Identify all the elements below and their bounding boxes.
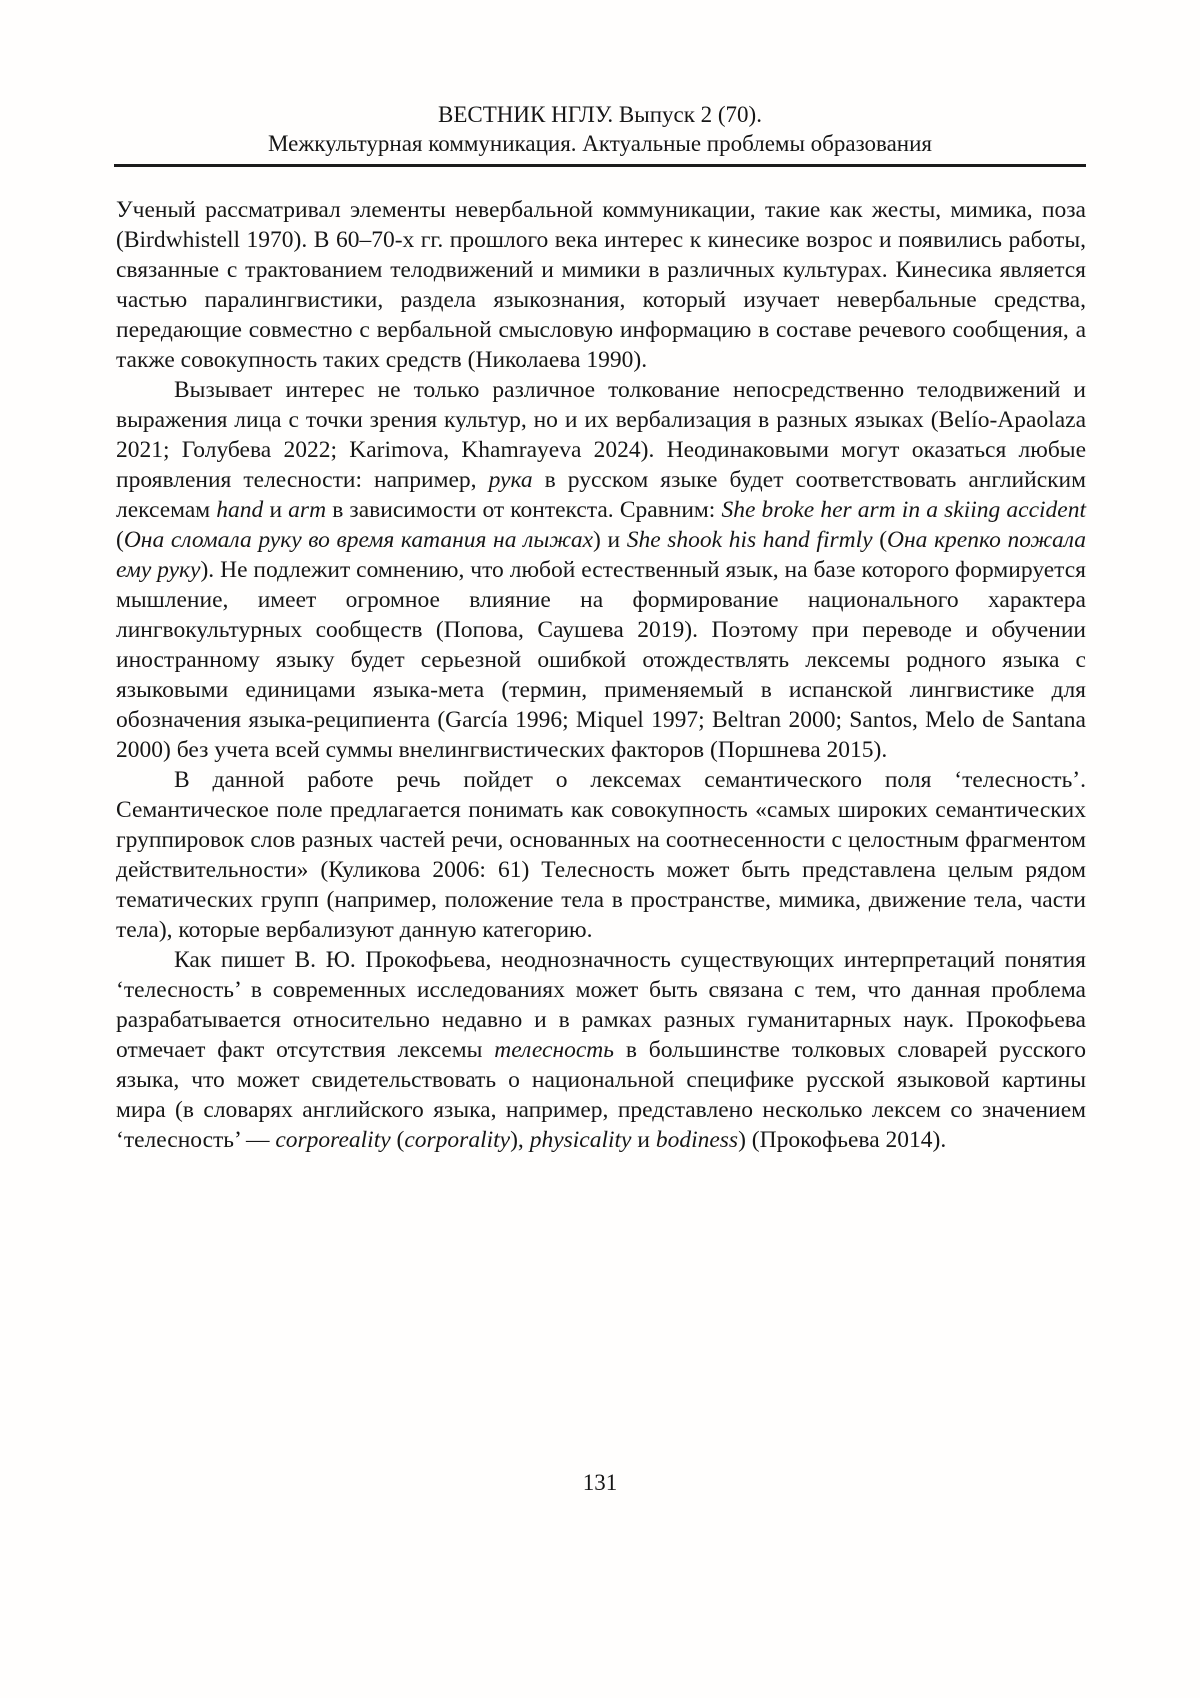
paragraph-3: В данной работе речь пойдет о лексемах семантического поля ‘телесность’. Семантическое поле предлагается понимать как совокупность «самых широких семантических группировок слов разных частей речи, основанных на соотнесенности с целостным фрагментом действительности» (Куликова 2006: 61) Телесность может быть представлена целым рядом тематических групп (например, положение тела в пространстве, мимика, движение тела, части тела), которые вербализуют данную категорию. [116, 767, 1086, 943]
header-rule [114, 164, 1086, 167]
article-body [116, 195, 1086, 1155]
paragraph-2: Вызывает интерес не только различное толкование непосредственно телодвижений и выражения лица с точки зрения культур, но и их вербализация в разных языках (Belío-Apaolaza 2021; Голубева 2022; Karimova, Khamrayeva 2024). Неодинаковыми могут оказаться любые проявления телесности: например, рука в русском языке будет соответствовать английским лексемам hand и arm в зависимости от контекста. Сравним: She broke her arm in a skiing accident (Она сломала руку во время катания на лыжах) и She shook his hand firmly (Она крепко пожала ему руку). Не подлежит сомнению, что любой естественный язык, на базе которого формируется мышление, имеет огромное влияние на формирование национального характера лингвокультурных сообществ (Попова, Саушева 2019). Поэтому при переводе и обучении иностранному языку будет серьезной ошибкой отождествлять лексемы родного языка с языковыми единицами языка-мета (термин, применяемый в испанской лингвистике для обозначения языка-реципиента (García 1996; Miquel 1997; Beltran 2000; Santos, Melo de Santana 2000) без учета всей суммы внелингвистических факторов (Поршнева 2015). [116, 377, 1086, 763]
journal-section-title: Межкультурная коммуникация. Актуальные проблемы образования [267, 131, 933, 156]
page-number: 131 [582, 1470, 618, 1495]
paragraph-4: Как пишет В. Ю. Прокофьева, неоднозначность существующих интерпретаций понятия ‘телесность’ в современных исследованиях может быть связана с тем, что данная проблема разрабатывается относительно недавно и в рамках разных гуманитарных наук. Прокофьева отмечает факт отсутствия лексемы телесность в большинстве толковых словарей русского языка, что может свидетельствовать о национальной специфике русской языковой картины мира (в словарях английского языка, например, представлено несколько лексем со значением ‘телесность’ — corporeality (corporality), physicality и bodiness) (Прокофьева 2014). [116, 947, 1086, 1153]
paragraph-1: Ученый рассматривал элементы невербальной коммуникации, такие как жесты, мимика, поза (Birdwhistell 1970). В 60–70-х гг. прошлого века интерес к кинесике возрос и появились работы, связанные с трактованием телодвижений и мимики в различных культурах. Кинесика является частью паралингвистики, раздела языкознания, который изучает невербальные средства, передающие совместно с вербальной смысловую информацию в составе речевого сообщения, а также совокупность таких средств (Николаева 1990). [116, 197, 1086, 373]
running-head [0, 0, 1200, 158]
journal-title: ВЕСТНИК НГЛУ. Выпуск 2 (70). [438, 102, 762, 127]
